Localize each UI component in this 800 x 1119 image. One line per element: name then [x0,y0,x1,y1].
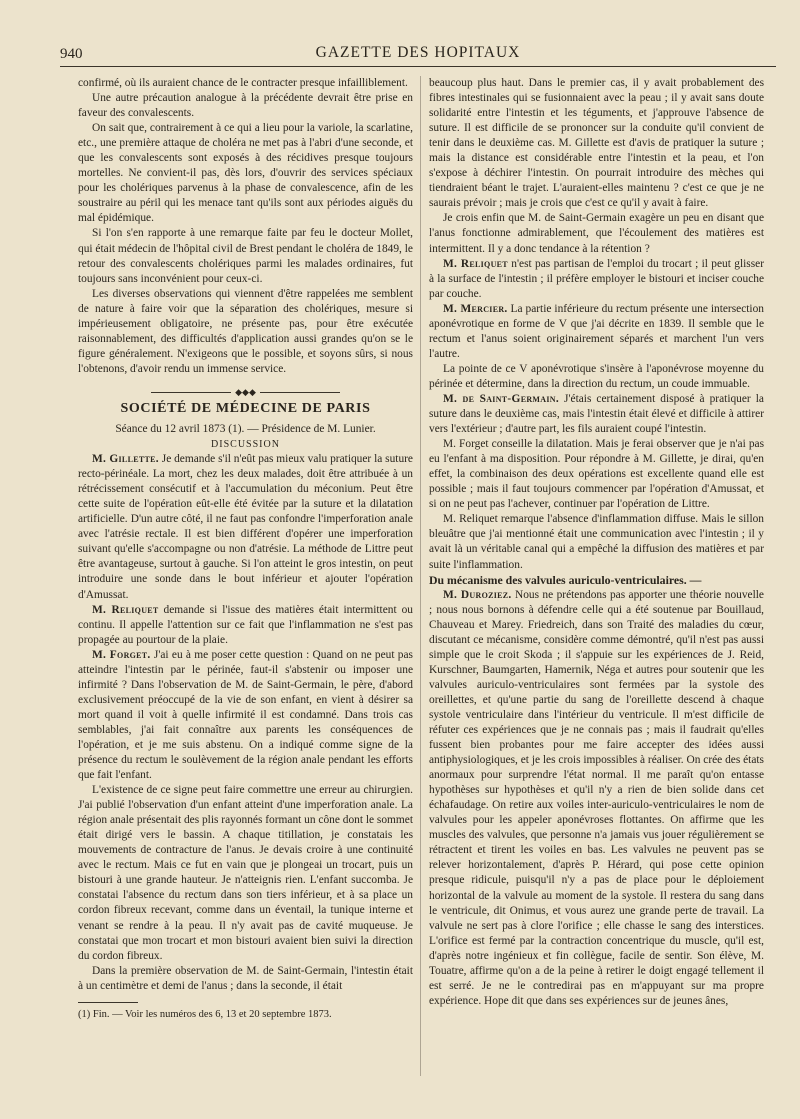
paragraph: confirmé, où ils auraient chance de le contracter presque infailliblement. [78,77,408,89]
paragraph: M. Reliquet remarque l'absence d'inflammation diffuse. Mais le sillon bleuâtre que j'ai mentionné était une communication avec l'intestin ; il y avait là un véritable canal qui a empêché la diffusion des matières et par suite l'inflammation. [429,513,764,571]
paragraph: On sait que, contrairement à ce qui a lieu pour la variole, la scarlatine, etc., une première attaque de choléra ne met pas à l'abri d'une seconde, et que les convalescents sont exposés à des récidives presque toujours mortelles. Ne convient-il pas, dès lors, d'ouvrir des services spéciaux pour les cholériques parvenus à la phase de convalescence, afin de les soustraire au péril qui les menace tant qu'ils sont aux périodes aiguës du mal épidémique. [78,122,413,225]
speaker-text: Nous ne prétendons pas apporter une théorie nouvelle ; nous nous bornons à défendre celle qui a été soutenue par Bouillaud, Chauveau et Marey. Friedreich, dans son Traité des maladies du cœur, discutant ce mécanisme, considère comme démontré, qu'il n'est pas aussi simple que le croit Skoda ; il s'appuie sur les expériences de J. Reid, Kurschner, Baumgarten, Hamernik, Néga et autres pour soutenir que les valvules auriculo-ventriculaires sont fermées par la systole des oreillettes, et qu'une partie du sang de l'oreillette descend à chaque systole ventriculaire dans l'intérieur du ventricule. Il m'est difficile de réfuter ces expériences que je ne connais pas ; mais il faudrait qu'elles fussent bien probantes pour me faire accepter des idées aussi antiphysiologiques, et je les crois impossibles à réaliser. On crée des états anormaux pour surprendre l'état normal. Il me paraît qu'on entasse hypothèses sur hypothèses et qu'il n'y a rien de bien solide dans cet échafaudage. On retire aux voiles inter-auriculo-ventriculaires le nom de valvules pour les appeler aponévroses flottantes. On affirme que les muscles des valvules, que personne n'a jamais vus jouer régulièrement se rétractent et tirent les voiles en bas. Les valvules ne peuvent pas se relever horizontalement, d'après P. Hérard, qui pose cette opinion presque ridicule, puisqu'il n'y a pas de place pour le déploiement horizontal de la valvule au moment de la systole. Il restera du sang dans le ventricule, dit Onimus, et vous aurez une grande perte de travail. La valvule ne sert pas à clore l'orifice ; elle chasse le sang des interstices. L'orifice est fermé par la contraction concentrique du muscle, qu'il est, d'après notre ingénieux et fin collègue, facile de sentir. Son élève, M. Touatre, affirme qu'on a de la peine à retirer le doigt engagé tellement il est serré. Je ne le contredirai pas en m'appuyant sur ma propre expérience. Hope dit que dans ses expériences sur de jeunes ânes, [429,588,764,1007]
header-rule [60,66,776,67]
speaker-text: J'ai eu à me poser cette question : Quand on ne peut pas atteindre l'intestin par le périnée, faut-il s'abstenir ou imposer une infirmité ? Dans l'observation de M. de Saint-Germain, le père, d'abord exclusivement préoccupé de la vie de son enfant, en vient à désirer sa mort quand il voit à quelle infirmité il est condamné. Dans trois cas semblables, j'ai fait connaître aux parents les conséquences de l'opération, et je me suis abstenu. On a indiqué comme signe de la présence du rectum le soulèvement de la région anale pendant les efforts que fait l'enfant. [78,648,413,782]
paragraph: M. Forget conseille la dilatation. Mais je ferai observer que je n'ai pas eu l'enfant à ma disposition. Pour répondre à M. Gillette, je dirai, qu'en effet, la combinaison des deux opérations est excellente quand elle est possible ; mais il faut toujours commencer par l'opération d'Amussat, et si on ne peut pas l'achever, continuer par l'opération de Littre. [429,438,764,511]
subsection-heading: Du mécanisme des valvules auriculo-ventriculaires. — [429,572,702,587]
speaker-text: demande si l'issue des matières était intermittent ou continu. Il appelle l'attention sur ce fait que l'inflammation ne s'est pas propagée au pourtour de la plaie. [78,603,413,646]
paragraph: Une autre précaution analogue à la précédente devrait être prise en faveur des convalescents. [78,92,413,120]
journal-title: GAZETTE DES HOPITAUX [315,44,521,61]
page-header [60,44,776,68]
paragraph [429,257,764,302]
section-title: SOCIÉTÉ DE MÉDECINE DE PARIS [120,400,371,416]
footnote-rule [78,1002,138,1003]
paragraph [78,648,413,783]
paragraph: La pointe de ce V aponévrotique s'insère à l'aponévrose moyenne du périnée et détermine, dans la direction du rectum, un coude immuable. [429,362,764,390]
paragraph: Je crois enfin que M. de Saint-Germain exagère un peu en disant que l'anus fonctionne admirablement, que l'écoulement des matières est intermittent. Il y a donc tendance à la rétention ? [429,212,764,255]
footnote: (1) Fin. — Voir les numéros des 6, 13 et 20 septembre 1873. [78,1008,332,1020]
speaker-name: M. Gillette. [92,453,159,466]
left-column [78,76,413,1022]
paragraph [429,302,764,362]
paragraph: Dans la première observation de M. de Saint-Germain, l'intestin était à un centimètre et demi de l'anus ; dans la seconde, il était [78,964,413,992]
page-number: 940 [60,46,83,62]
session-line: Séance du 12 avril 1873 (1). — Présidence de M. Lunier. [115,422,376,435]
speaker-name: M. Mercier. [443,302,508,315]
speaker-text: J'étais certainement disposé à pratiquer la suture dans le deuxième cas, mais l'intestin était élevé et difficile à attirer vers l'extérieur ; d'autre part, les fils auraient coupé l'intestin. [429,392,764,436]
speaker-name: M. Forget. [92,648,151,661]
paragraph [78,603,413,648]
paragraph: Si l'on s'en rapporte à une remarque faite par feu le docteur Mollet, qui était médecin de l'hôpital civil de Brest pendant le choléra de 1849, le retour des convalescents cholériques parmi les malades ordinaires, fut toujours sans inconvénient pour ceux-ci. [78,227,413,285]
speaker-text: n'est pas partisan de l'emploi du trocart ; il peut glisser à la surface de l'intestin ; il préfère employer le bistouri et inciser couche par couche. [429,257,764,300]
right-column [429,76,764,1009]
discussion-heading: DISCUSSION [211,439,280,451]
paragraph: L'existence de ce signe peut faire commettre une erreur au chirurgien. J'ai publié l'observation d'un enfant atteint d'une imperforation anale. La région anale présentait des plis rayonnés formant un cône dont le sommet était dirigé vers le bassin. A chaque titillation, je constatais les mouvements de contracture de l'anus. Je devais croire à une continuité avec le rectum. Mais ce fut en vain que je plongeai un trocart, puis un bistouri à une grande hauteur. Je n'atteignis rien. L'enfant succomba. Je constatai l'absence du rectum dans son tiers inférieur, et à sa place un cordon fibreux recevant, comme dans un éventail, la tunique interne et venant se rendre à la peau. Il n'y avait pas de cavité muqueuse. Je constatai que mon trocart et mon bistouri avaient bien suivi la direction du cordon fibreux. [78,784,413,962]
section-divider-ornament: ◆◆◆ [78,385,413,395]
paragraph [78,452,413,602]
speaker-name: M. Duroziez. [443,588,512,601]
paragraph: beaucoup plus haut. Dans le premier cas, il y avait probablement des fibres intestinales qui se fusionnaient avec la peau ; il y avait sans doute solidarité entre l'intestin et les téguments, et j'approuve l'absence de suture. Il est difficile de se prononcer sur la conduite qu'il convient de tenir dans le deuxième cas. M. Gillette est d'avis de pratiquer la suture ; mais la distance est considérable entre l'intestin et la peau, et l'on s'expose à déchirer l'intestin. On pourrait introduire des mèches qui tiendraient béant le trajet. L'auraient-elles maintenu ? c'est ce que je ne saurais prévoir ; mais je crois que c'est ce qu'il y avait à faire. [429,77,764,210]
speaker-name: M. de Saint-Germain. [443,392,559,405]
paragraph: Les diverses observations qui viennent d'être rappelées me semblent de nature à faire voir que la séparation des cholériques, mesure si impérieusement obligatoire, ne présente pas, pour être exécutée raisonnablement, des difficultés d'application aussi grandes qu'on se le figure généralement. N'exigeons que le possible, et soyons sûrs, si nous l'obtenons, d'avoir rendu un immense service. [78,287,413,375]
paragraph [429,392,764,437]
speaker-text: La partie inférieure du rectum présente une intersection aponévrotique en forme de V que j'ai décrite en 1839. Il semble que le rectum et l'anus soient originairement séparés et marchent l'un vers l'autre. [429,302,764,360]
column-divider [420,76,421,1076]
speaker-name: M. Reliquet [92,603,159,616]
paragraph [429,588,764,1009]
speaker-text: Je demande s'il n'eût pas mieux valu pratiquer la suture recto-périnéale. La mort, chez les deux malades, doit être attribuée à un rétrécissement consécutif et à l'accumulation du méconium. Peut être cette suite de l'opération eût-elle été évitée par la suture et la dilatation artificielle. D'un autre côté, il ne faut pas confondre l'imperforation anale avec l'atrésie rectale. Il est bien différent d'opérer une imperforation suivant qu'elle s'accompagne ou non d'atrésie. La méthode de Littre peut être avantageuse, surtout à gauche. Si l'on atteint le gros intestin, on peut introduire une sonde dans le bout inférieur et ajouter l'opération d'Amussat. [78,453,413,601]
speaker-name: M. Reliquet [443,257,508,270]
